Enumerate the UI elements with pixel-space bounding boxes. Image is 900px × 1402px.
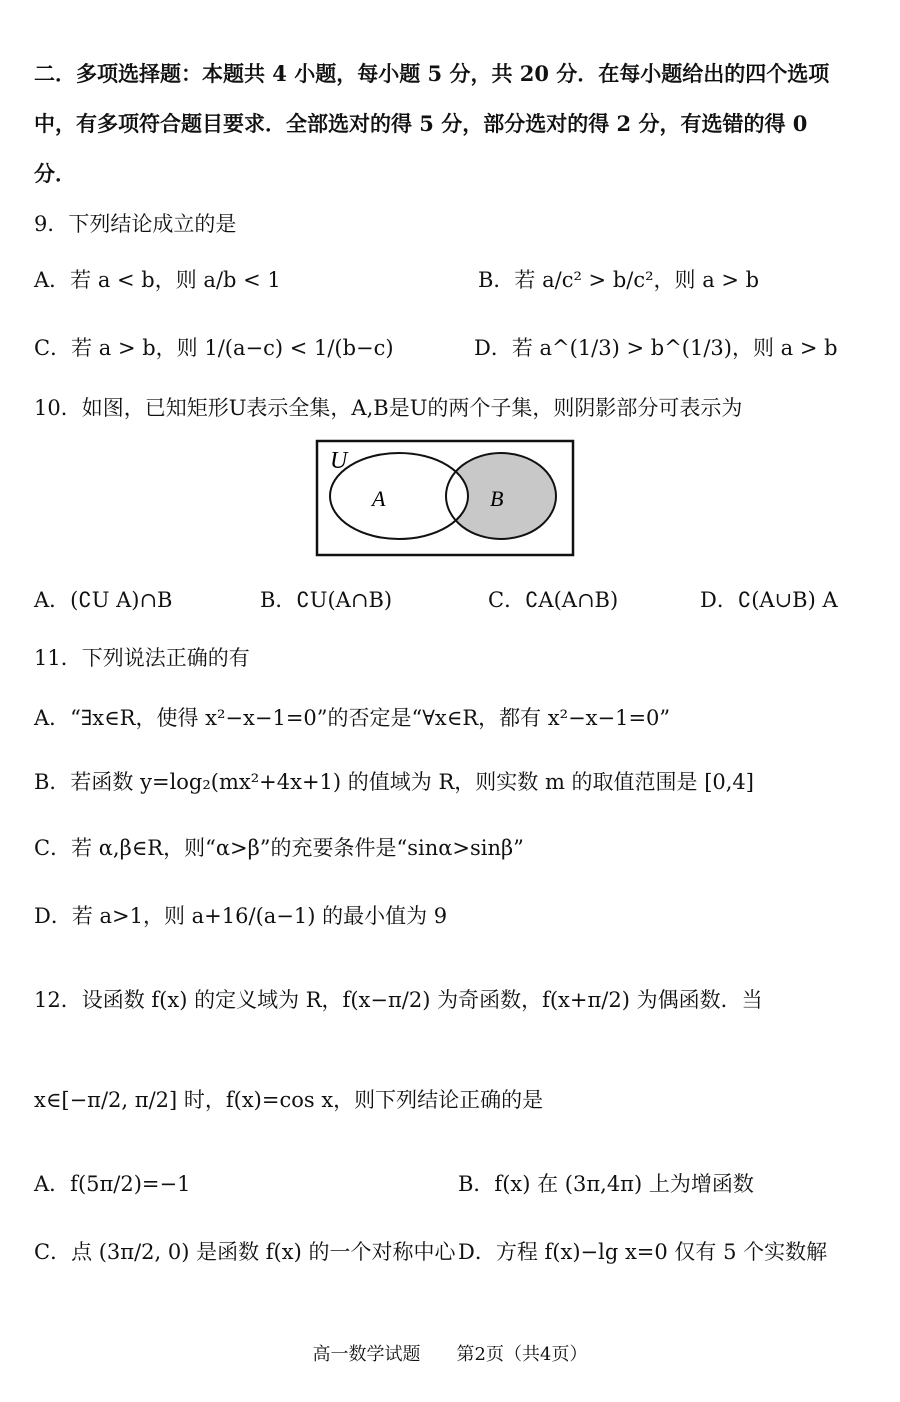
q12-stem-line2: x∈[−π/2, π/2] 时，f(x)=cos x，则下列结论正确的是: [34, 1088, 544, 1112]
section-header-line3: 分．: [34, 161, 76, 186]
q12-stem-line1: 12．设函数 f(x) 的定义域为 R，f(x−π/2) 为奇函数，f(x+π/2) 为偶函数．当: [34, 988, 763, 1012]
q12-option-d: D．方程 f(x)−lg x=0 仅有 5 个实数解: [458, 1240, 828, 1264]
q10-option-b: B．∁U(A∩B): [260, 588, 393, 612]
venn-label-u: U: [330, 448, 348, 474]
q10-option-c: C．∁A(A∩B): [488, 588, 619, 612]
venn-label-a: A: [372, 486, 386, 511]
q11-stem: 11．下列说法正确的有: [34, 646, 250, 670]
q11-option-a: A．“∃x∈R，使得 x²−x−1=0”的否定是“∀x∈R，都有 x²−x−1=0”: [34, 706, 671, 730]
q11-option-d: D．若 a>1，则 a+16/(a−1) 的最小值为 9: [34, 904, 448, 928]
q12-option-c: C．点 (3π/2, 0) 是函数 f(x) 的一个对称中心: [34, 1240, 456, 1264]
q9-option-a: A．若 a < b，则 a/b < 1: [34, 268, 281, 292]
page-footer: 高一数学试题 第2页（共4页）: [312, 1344, 588, 1365]
q12-option-a: A．f(5π/2)=−1: [34, 1172, 191, 1196]
q9-option-d: D．若 a^(1/3) > b^(1/3)，则 a > b: [474, 336, 838, 360]
q10-option-a: A．(∁U A)∩B: [34, 588, 173, 612]
venn-diagram: [314, 438, 576, 558]
section-header-line2: 中，有多项符合题目要求．全部选对的得 5 分，部分选对的得 2 分，有选错的得 0: [34, 111, 808, 136]
q11-option-b: B．若函数 y=log₂(mx²+4x+1) 的值域为 R，则实数 m 的取值范围是 [0,4]: [34, 770, 754, 794]
q9-option-c: C．若 a > b，则 1/(a−c) < 1/(b−c): [34, 336, 394, 360]
q11-option-c: C．若 α,β∈R，则“α>β”的充要条件是“sinα>sinβ”: [34, 836, 524, 860]
q12-option-b: B．f(x) 在 (3π,4π) 上为增函数: [458, 1172, 754, 1196]
venn-label-b: B: [490, 486, 504, 511]
q10-option-d: D．∁(A∪B) A: [700, 588, 838, 612]
q9-stem: 9．下列结论成立的是: [34, 212, 237, 236]
section-header-line1: 二．多项选择题：本题共 4 小题，每小题 5 分，共 20 分．在每小题给出的四个选项: [34, 61, 830, 86]
q10-stem: 10．如图，已知矩形U表示全集，A,B是U的两个子集，则阴影部分可表示为: [34, 396, 743, 420]
q9-option-b: B．若 a/c² > b/c²，则 a > b: [478, 268, 760, 292]
